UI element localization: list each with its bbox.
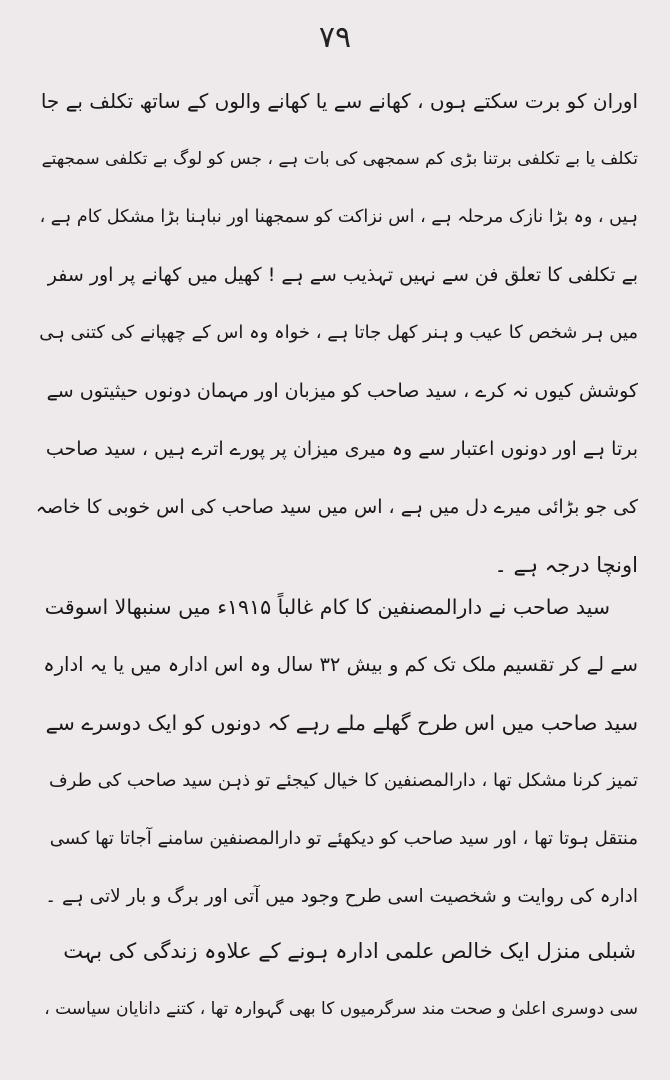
text-line: سید صاحب نے دارالمصنفین کا کام غالباً ۱۹۱۵ء میں سنبھالا اسوقت <box>44 595 610 619</box>
text-line: سید صاحب میں اس طرح گھلے ملے رہے کہ دونوں کو ایک دوسرے سے <box>45 711 638 735</box>
text-line: سی دوسری اعلیٰ و صحت مند سرگرمیوں کا بھی گہوارہ تھا ، کتنے دانایان سیاست ، <box>44 999 638 1019</box>
paragraph-1 <box>34 72 638 594</box>
text-line: اوران کو برت سکتے ہوں ، کھانے سے یا کھانے والوں کے ساتھ تکلف بے جا <box>40 89 638 113</box>
paragraph-3 <box>34 922 638 1038</box>
text-line: بے تکلفی کا تعلق فن سے نہیں تہذیب سے ہے ! کھیل میں کھانے پر اور سفر <box>47 264 638 286</box>
page-number: ۷۹ <box>318 20 352 55</box>
text-line: اونچا درجہ ہے ۔ <box>494 553 638 577</box>
text-line: شبلی منزل ایک خالص علمی ادارہ ہونے کے علاوہ زندگی کی بہت <box>63 939 636 963</box>
paragraph-2 <box>34 578 638 926</box>
text-line: میں ہر شخص کا عیب و ہنر کھل جاتا ہے ، خواہ وہ اس کے چھپانے کی کتنی ہی <box>39 322 638 343</box>
text-line: تمیز کرنا مشکل تھا ، دارالمصنفین کا خیال کیجئے تو ذہن سید صاحب کی طرف <box>49 770 638 791</box>
text-line: سے لے کر تقسیم ملک تک کم و بیش ۳۲ سال وہ اس ادارہ میں یا یہ ادارہ <box>43 653 638 676</box>
text-line: کوشش کیوں نہ کرے ، سید صاحب کو میزبان اور مہمان دونوں حیثیتوں سے <box>46 380 638 402</box>
text-line: برتا ہے اور دونوں اعتبار سے وہ میری میزان پر پورے اترے ہیں ، سید صاحب <box>45 438 638 460</box>
text-line: تکلف یا بے تکلفی برتنا بڑی کم سمجھی کی بات ہے ، جس کو لوگ بے تکلفی سمجھتے <box>41 149 638 169</box>
text-line: ہیں ، وہ بڑا نازک مرحلہ ہے ، اس نزاکت کو سمجھنا اور نباہنا بڑا مشکل کام ہے ، <box>39 207 638 227</box>
text-line: کی جو بڑائی میرے دل میں ہے ، اس میں سید صاحب کی اس خوبی کا خاصہ <box>35 496 638 518</box>
text-line: منتقل ہوتا تھا ، اور سید صاحب کو دیکھئے تو دارالمصنفین سامنے آجاتا تھا کسی <box>49 828 638 849</box>
text-line: ادارہ کی روایت و شخصیت اسی طرح وجود میں آتی اور برگ و بار لاتی ہے ۔ <box>45 886 638 907</box>
